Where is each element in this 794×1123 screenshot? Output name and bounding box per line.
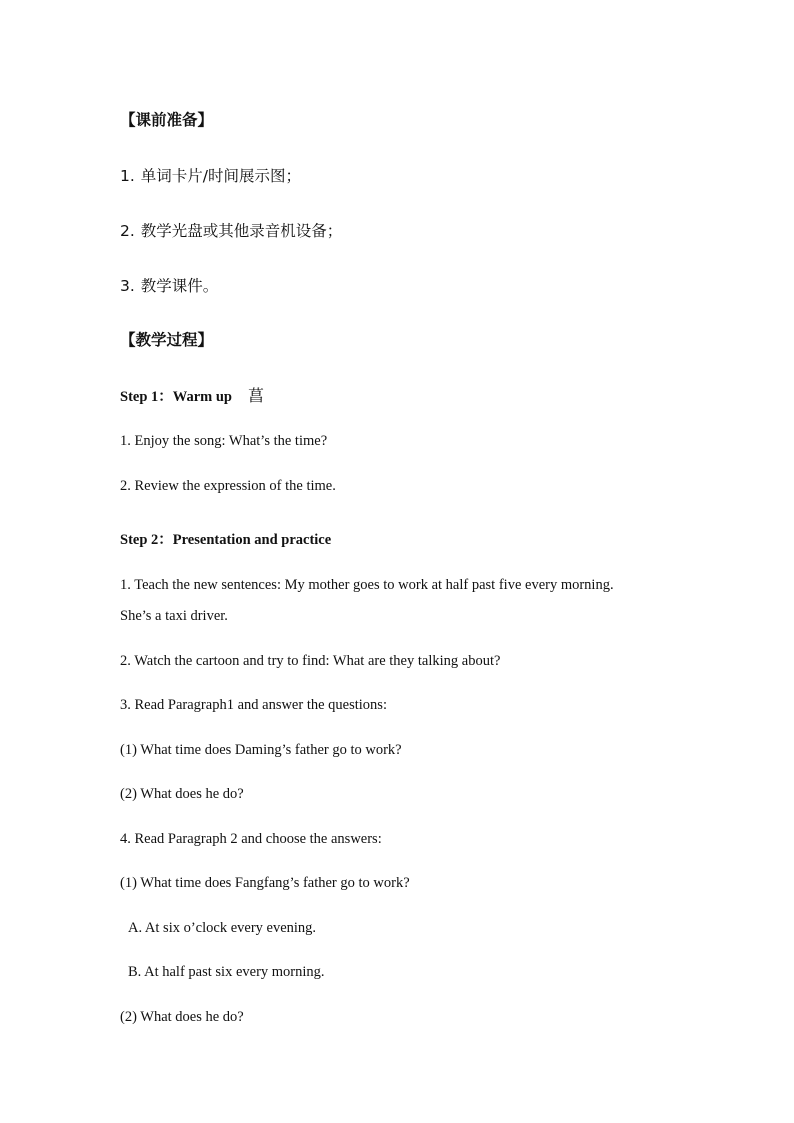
prep-item-number: 3. xyxy=(120,277,135,295)
step1-item-2: 2. Review the expression of the time. xyxy=(120,478,336,494)
step2-item-3: 3. Read Paragraph1 and answer the questions: xyxy=(120,697,387,713)
prep-item-number: 2. xyxy=(120,222,135,240)
step2-item-4: 4. Read Paragraph 2 and choose the answers: xyxy=(120,831,382,847)
step2-question-2: (2) What does he do? xyxy=(120,786,244,802)
step2-question-1: (1) What time does Daming’s father go to work? xyxy=(120,742,402,758)
prep-item-number: 1. xyxy=(120,167,135,185)
prep-item-3 xyxy=(120,274,218,296)
prep-item-text: 单词卡片/时间展示图； xyxy=(140,167,302,185)
option-b: B. At half past six every morning. xyxy=(128,964,325,980)
step1-title: Step 1：Warm up xyxy=(120,389,232,405)
step2-question-4: (2) What does he do? xyxy=(120,1009,244,1025)
option-a: A. At six o’clock every evening. xyxy=(128,920,317,936)
step1-item-1: 1. Enjoy the song: What’s the time? xyxy=(120,433,328,449)
prep-item-2 xyxy=(120,219,342,241)
step2-item-1: 1. Teach the new sentences: My mother goes to work at half past five every morning. xyxy=(120,577,614,593)
step2-item-1-cont: She’s a taxi driver. xyxy=(120,608,228,624)
prep-section-title: 【课前准备】 xyxy=(120,111,214,129)
step2-item-2: 2. Watch the cartoon and try to find: What are they talking about? xyxy=(120,653,501,669)
step1-heading xyxy=(120,383,264,406)
prep-item-1 xyxy=(120,164,301,186)
step2-title: Step 2：Presentation and practice xyxy=(120,532,332,548)
prep-item-text: 教学课件。 xyxy=(140,277,219,295)
prep-item-text: 教学光盘或其他录音机设备； xyxy=(140,222,343,240)
step2-question-3: (1) What time does Fangfang’s father go to work? xyxy=(120,875,410,891)
process-section-title: 【教学过程】 xyxy=(120,331,214,349)
step1-mark: 菖 xyxy=(248,386,265,405)
